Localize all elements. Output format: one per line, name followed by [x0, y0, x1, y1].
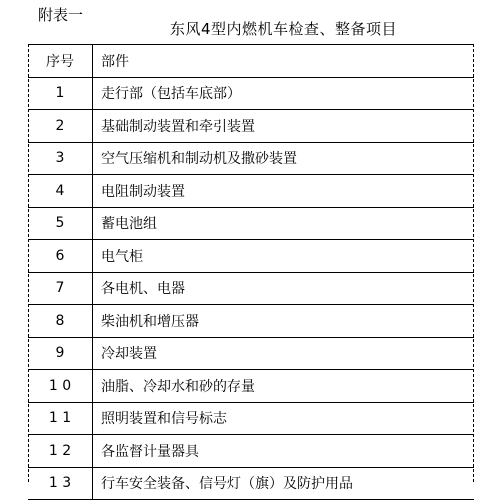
row-part: 走行部（包括车底部）: [93, 77, 475, 110]
row-number: 8: [28, 305, 93, 338]
row-number: 5: [28, 207, 93, 240]
row-number: 2: [28, 110, 93, 143]
table-row: [28, 337, 474, 370]
row-number: 1 2: [28, 435, 93, 468]
row-part: 电阻制动装置: [93, 175, 475, 208]
table-row: [28, 110, 474, 143]
table-row: [28, 77, 474, 110]
row-part: 电气柜: [93, 240, 475, 273]
table-row: [28, 207, 474, 240]
row-part: 行车安全装备、信号灯（旗）及防护用品: [93, 467, 475, 500]
table-row: [28, 272, 474, 305]
row-number: 6: [28, 240, 93, 273]
appendix-label: 附表一: [38, 6, 84, 24]
table-row: [28, 402, 474, 435]
header-number: 序号: [28, 45, 93, 78]
table-row: [28, 240, 474, 273]
row-part: 照明装置和信号标志: [93, 402, 475, 435]
row-number: 9: [28, 337, 93, 370]
table-row: [28, 435, 474, 468]
row-number: 1 0: [28, 370, 93, 403]
table-header-row: [28, 45, 474, 78]
header-part: 部件: [93, 45, 475, 78]
table-row: [28, 305, 474, 338]
row-part: 蓄电池组: [93, 207, 475, 240]
row-part: 空气压缩机和制动机及撒砂装置: [93, 142, 475, 175]
inspection-items-table: [28, 44, 474, 500]
row-part: 油脂、冷却水和砂的存量: [93, 370, 475, 403]
row-number: 1 3: [28, 467, 93, 500]
table-row: [28, 370, 474, 403]
table-row: [28, 467, 474, 500]
row-part: 各监督计量器具: [93, 435, 475, 468]
table-row: [28, 142, 474, 175]
row-part: 柴油机和增压器: [93, 305, 475, 338]
row-number: 1 1: [28, 402, 93, 435]
row-part: 基础制动装置和牵引装置: [93, 110, 475, 143]
row-part: 各电机、电器: [93, 272, 475, 305]
row-number: 1: [28, 77, 93, 110]
row-number: 4: [28, 175, 93, 208]
document-title: 东风4型内燃机车检查、整备项目: [170, 20, 398, 38]
table-row: [28, 175, 474, 208]
row-part: 冷却装置: [93, 337, 475, 370]
row-number: 3: [28, 142, 93, 175]
row-number: 7: [28, 272, 93, 305]
